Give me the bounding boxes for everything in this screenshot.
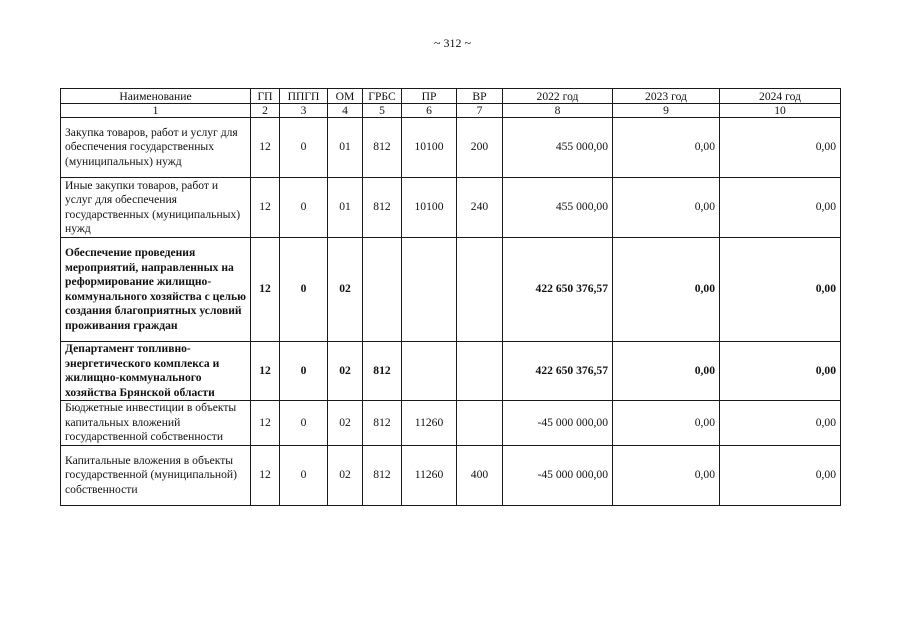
cell-2024: 0,00 bbox=[720, 401, 841, 446]
cell-2024: 0,00 bbox=[720, 118, 841, 178]
cell-2023: 0,00 bbox=[613, 238, 720, 342]
column-number-row bbox=[61, 104, 841, 118]
header-2024: 2024 год bbox=[720, 89, 841, 104]
cell-om: 02 bbox=[328, 342, 363, 401]
cell-pr bbox=[402, 342, 457, 401]
cell-pr: 11260 bbox=[402, 401, 457, 446]
cell-2024: 0,00 bbox=[720, 342, 841, 401]
cell-grbs: 812 bbox=[363, 342, 402, 401]
cell-gp: 12 bbox=[251, 446, 280, 506]
header-om: ОМ bbox=[328, 89, 363, 104]
cell-2022: 422 650 376,57 bbox=[503, 342, 613, 401]
column-number: 3 bbox=[280, 104, 328, 118]
table-row bbox=[61, 401, 841, 446]
cell-2023: 0,00 bbox=[613, 446, 720, 506]
header-vr: ВР bbox=[457, 89, 503, 104]
cell-2022: 455 000,00 bbox=[503, 178, 613, 238]
cell-pr: 10100 bbox=[402, 178, 457, 238]
page-number: ~ 312 ~ bbox=[434, 36, 471, 50]
cell-2022: 455 000,00 bbox=[503, 118, 613, 178]
row-name: Закупка товаров, работ и услуг для обеспечения государственных (муниципальных) нужд bbox=[61, 118, 251, 178]
cell-gp: 12 bbox=[251, 118, 280, 178]
cell-gp: 12 bbox=[251, 401, 280, 446]
cell-pr: 10100 bbox=[402, 118, 457, 178]
cell-2024: 0,00 bbox=[720, 178, 841, 238]
cell-om: 01 bbox=[328, 118, 363, 178]
cell-grbs: 812 bbox=[363, 178, 402, 238]
row-name: Департамент топливно-энергетического комплекса и жилищно-коммунального хозяйства Брянской области bbox=[61, 342, 251, 401]
cell-gp: 12 bbox=[251, 238, 280, 342]
cell-ppgp: 0 bbox=[280, 238, 328, 342]
header-ppgp: ППГП bbox=[280, 89, 328, 104]
cell-ppgp: 0 bbox=[280, 401, 328, 446]
cell-gp: 12 bbox=[251, 178, 280, 238]
cell-2022: -45 000 000,00 bbox=[503, 401, 613, 446]
cell-ppgp: 0 bbox=[280, 446, 328, 506]
header-row bbox=[61, 89, 841, 104]
cell-2023: 0,00 bbox=[613, 178, 720, 238]
table-row bbox=[61, 118, 841, 178]
cell-grbs: 812 bbox=[363, 401, 402, 446]
row-name: Иные закупки товаров, работ и услуг для обеспечения государственных (муниципальных) нужд bbox=[61, 178, 251, 238]
cell-vr: 240 bbox=[457, 178, 503, 238]
column-number: 9 bbox=[613, 104, 720, 118]
cell-grbs bbox=[363, 238, 402, 342]
cell-2024: 0,00 bbox=[720, 238, 841, 342]
header-pr: ПР bbox=[402, 89, 457, 104]
header-gp: ГП bbox=[251, 89, 280, 104]
row-name: Капитальные вложения в объекты государственной (муниципальной) собственности bbox=[61, 446, 251, 506]
cell-2023: 0,00 bbox=[613, 118, 720, 178]
header-name: Наименование bbox=[61, 89, 251, 104]
cell-vr: 200 bbox=[457, 118, 503, 178]
cell-om: 01 bbox=[328, 178, 363, 238]
cell-om: 02 bbox=[328, 446, 363, 506]
cell-2023: 0,00 bbox=[613, 401, 720, 446]
table-row bbox=[61, 342, 841, 401]
cell-gp: 12 bbox=[251, 342, 280, 401]
budget-table bbox=[60, 88, 841, 506]
column-number: 4 bbox=[328, 104, 363, 118]
cell-pr bbox=[402, 238, 457, 342]
cell-2022: -45 000 000,00 bbox=[503, 446, 613, 506]
column-number: 5 bbox=[363, 104, 402, 118]
cell-2023: 0,00 bbox=[613, 342, 720, 401]
column-number: 6 bbox=[402, 104, 457, 118]
header-2023: 2023 год bbox=[613, 89, 720, 104]
header-2022: 2022 год bbox=[503, 89, 613, 104]
cell-ppgp: 0 bbox=[280, 178, 328, 238]
column-number: 7 bbox=[457, 104, 503, 118]
cell-2024: 0,00 bbox=[720, 446, 841, 506]
cell-vr: 400 bbox=[457, 446, 503, 506]
table-row bbox=[61, 446, 841, 506]
column-number: 2 bbox=[251, 104, 280, 118]
table-row bbox=[61, 238, 841, 342]
cell-ppgp: 0 bbox=[280, 342, 328, 401]
cell-vr bbox=[457, 238, 503, 342]
cell-vr bbox=[457, 401, 503, 446]
cell-pr: 11260 bbox=[402, 446, 457, 506]
column-number: 10 bbox=[720, 104, 841, 118]
cell-grbs: 812 bbox=[363, 446, 402, 506]
cell-2022: 422 650 376,57 bbox=[503, 238, 613, 342]
cell-ppgp: 0 bbox=[280, 118, 328, 178]
header-grbs: ГРБС bbox=[363, 89, 402, 104]
cell-vr bbox=[457, 342, 503, 401]
cell-om: 02 bbox=[328, 238, 363, 342]
table-row bbox=[61, 178, 841, 238]
cell-grbs: 812 bbox=[363, 118, 402, 178]
row-name: Обеспечение проведения мероприятий, направленных на реформирование жилищно-коммунального хозяйства с целью создания благоприятных условий проживания граждан bbox=[61, 238, 251, 342]
row-name: Бюджетные инвестиции в объекты капитальных вложений государственной собственности bbox=[61, 401, 251, 446]
column-number: 8 bbox=[503, 104, 613, 118]
cell-om: 02 bbox=[328, 401, 363, 446]
column-number: 1 bbox=[61, 104, 251, 118]
